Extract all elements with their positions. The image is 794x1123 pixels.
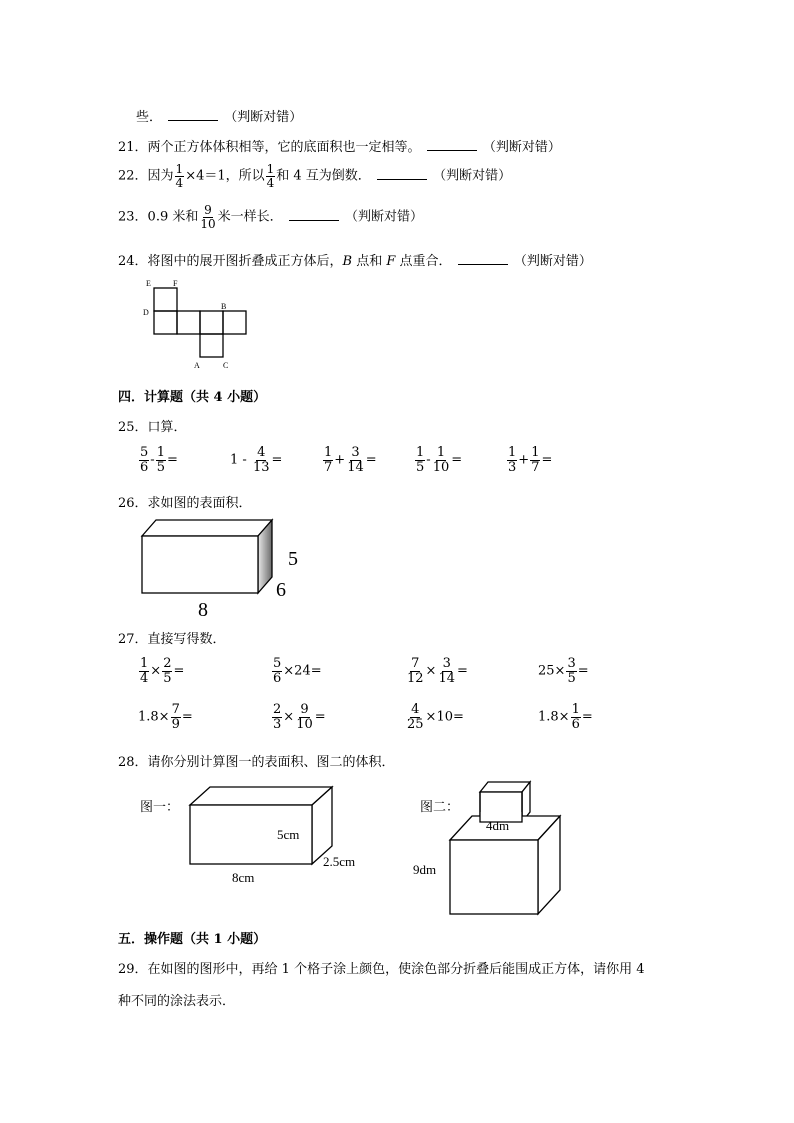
fraction — [272, 657, 282, 685]
fraction — [437, 657, 456, 685]
operator: + — [334, 452, 346, 468]
net-label-f: F — [173, 279, 178, 288]
fraction — [272, 703, 282, 731]
q23-post: 米一样长． — [217, 209, 283, 225]
prefix: 1 - — [230, 452, 247, 468]
fraction — [139, 446, 149, 474]
fig1-length: 8cm — [232, 870, 255, 885]
q26-box-figure — [130, 515, 310, 621]
net-label-e: E — [146, 279, 151, 288]
denominator: 10 — [296, 716, 313, 732]
fraction — [252, 446, 271, 474]
cube-net-figure — [140, 276, 252, 372]
q27-item-8 — [538, 703, 593, 731]
answer-blank[interactable] — [427, 138, 477, 151]
equals: = — [271, 452, 283, 468]
numerator: 1 — [324, 445, 333, 460]
numerator: 2 — [163, 656, 172, 671]
numerator: 3 — [567, 656, 576, 671]
dim-length: 8 — [198, 599, 208, 621]
denominator: 6 — [273, 670, 282, 686]
numerator: 5 — [140, 445, 149, 460]
equals: = — [581, 709, 593, 725]
net-square — [154, 288, 177, 311]
fig2-label: 图二： — [420, 800, 460, 815]
fraction — [156, 446, 166, 474]
question-22 — [118, 163, 511, 189]
q22-post: 和 4 互为倒数． — [276, 168, 371, 184]
q27-item-6 — [271, 703, 326, 731]
net-label-d: D — [143, 308, 149, 317]
denominator: 10 — [200, 216, 216, 231]
operator: × — [425, 663, 437, 679]
question-21 — [118, 136, 561, 155]
big-cube-front — [450, 840, 538, 914]
fraction — [571, 703, 581, 731]
judge-hint: （判断对错） — [344, 209, 423, 225]
net-square — [177, 311, 200, 334]
equals: = — [451, 452, 463, 468]
denominator: 7 — [531, 459, 540, 475]
q25-item-4 — [414, 446, 462, 474]
net-label-b: B — [221, 302, 227, 311]
denominator: 14 — [347, 459, 364, 475]
numerator: 3 — [442, 656, 451, 671]
operator: × — [283, 709, 295, 725]
section-4-heading: 四．计算题（共 4 小题） — [118, 390, 267, 405]
equals: = — [166, 452, 178, 468]
q25-item-2 — [230, 446, 282, 474]
suffix: ×24= — [283, 663, 322, 679]
q26-text: 26．求如图的表面积． — [118, 496, 252, 511]
q24-mid: 点和 — [352, 254, 387, 269]
operator: × — [150, 663, 162, 679]
answer-blank[interactable] — [458, 252, 508, 265]
numerator: 7 — [171, 702, 180, 717]
judge-hint: （判断对错） — [224, 110, 303, 125]
suffix: ×10= — [425, 709, 464, 725]
box-top-face — [142, 520, 272, 536]
fig1-label: 图一： — [140, 800, 180, 815]
fraction — [323, 446, 333, 474]
numerator: 1 — [531, 445, 540, 460]
question-23 — [118, 204, 423, 230]
q25-item-5 — [506, 446, 552, 474]
denominator: 7 — [324, 459, 333, 475]
equals: = — [577, 663, 589, 679]
fraction — [199, 204, 216, 230]
fraction — [175, 163, 185, 189]
q27-item-7 — [405, 703, 464, 731]
numerator: 1 — [508, 445, 517, 460]
equals: = — [541, 452, 553, 468]
numerator: 3 — [351, 445, 360, 460]
q27-text: 27．直接写得数． — [118, 632, 226, 647]
equals: = — [457, 663, 468, 679]
fraction — [415, 446, 425, 474]
q22-mid: ×4＝1，所以 — [185, 168, 265, 184]
denominator: 3 — [508, 459, 517, 475]
q25-item-3 — [322, 446, 377, 474]
answer-blank[interactable] — [289, 208, 339, 221]
fig2-big-dim: 9dm — [413, 862, 437, 877]
prefix: 1.8× — [138, 709, 170, 725]
denominator: 14 — [438, 670, 455, 686]
net-label-c: C — [223, 361, 229, 370]
operator: - — [426, 452, 431, 468]
net-label-a: A — [194, 361, 200, 370]
numerator: 1 — [156, 445, 165, 460]
operator: + — [518, 452, 530, 468]
q24-post: 点重合． — [395, 254, 452, 269]
fraction — [295, 703, 314, 731]
numerator: 1 — [140, 656, 149, 671]
denominator: 5 — [416, 459, 425, 475]
equals: = — [314, 709, 326, 725]
q25-item-1 — [138, 446, 178, 474]
numerator: 1 — [175, 162, 184, 176]
fig2-small-dim: 4dm — [486, 818, 510, 833]
equals: = — [173, 663, 185, 679]
fraction — [507, 446, 517, 474]
q20-text: 些． — [136, 110, 163, 125]
fig1-height: 5cm — [277, 827, 300, 842]
q29-line-2: 种不同的涂法表示． — [118, 994, 236, 1009]
fraction — [346, 446, 365, 474]
numerator: 4 — [411, 702, 420, 717]
numerator: 1 — [416, 445, 425, 460]
equals: = — [365, 452, 377, 468]
numerator: 9 — [204, 203, 212, 217]
fraction — [406, 657, 425, 685]
denominator: 6 — [571, 716, 580, 732]
equals: = — [181, 709, 193, 725]
operator: - — [150, 452, 155, 468]
denominator: 4 — [140, 670, 149, 686]
fraction — [406, 703, 425, 731]
fraction — [432, 446, 451, 474]
q27-item-1 — [138, 657, 184, 685]
answer-blank[interactable] — [377, 167, 427, 180]
denominator: 9 — [171, 716, 180, 732]
judge-hint: （判断对错） — [482, 140, 561, 155]
q28-text: 28．请你分别计算图一的表面积、图二的体积． — [118, 755, 395, 770]
denominator: 5 — [567, 670, 576, 686]
q23-pre: 23．0.9 米和 — [118, 209, 199, 225]
denominator: 5 — [156, 459, 165, 475]
q27-item-3 — [405, 657, 468, 685]
q27-item-2 — [271, 657, 322, 685]
net-square — [154, 311, 177, 334]
numerator: 1 — [436, 445, 446, 460]
q21-text: 21．两个正方体体积相等，它的底面积也一定相等。 — [118, 140, 421, 155]
question-24 — [118, 250, 592, 269]
denominator: 12 — [407, 670, 424, 686]
fraction — [566, 657, 576, 685]
denominator: 3 — [273, 716, 282, 732]
prefix: 25× — [538, 663, 566, 679]
denominator: 5 — [163, 670, 172, 686]
judge-hint: （判断对错） — [433, 168, 512, 184]
point-f: F — [386, 254, 396, 269]
fig1-top-face — [190, 787, 332, 805]
q29-line-1: 29．在如图的图形中，再给 1 个格子涂上颜色，使涂色部分折叠后能围成正方体，请你用 4 — [118, 962, 645, 977]
net-square — [200, 334, 223, 357]
fig1-width: 2.5cm — [323, 854, 356, 869]
numerator: 1 — [571, 702, 580, 717]
section-5-heading: 五．操作题（共 1 小题） — [118, 932, 267, 947]
denominator: 4 — [175, 175, 184, 190]
dim-height: 5 — [288, 548, 298, 570]
dim-width: 6 — [276, 579, 286, 601]
net-square — [200, 311, 223, 334]
point-b: B — [342, 254, 353, 269]
fraction — [139, 657, 149, 685]
net-square — [223, 311, 246, 334]
numerator: 4 — [257, 445, 266, 460]
numerator: 9 — [300, 702, 309, 717]
fraction — [171, 703, 181, 731]
q20-tail — [136, 106, 302, 125]
fig1-cuboid — [180, 784, 380, 894]
fig2-cubes — [408, 778, 578, 918]
fraction — [530, 446, 540, 474]
denominator: 6 — [140, 459, 149, 475]
denominator: 13 — [252, 459, 270, 475]
judge-hint: （判断对错） — [513, 254, 592, 269]
prefix: 1.8× — [538, 709, 570, 725]
answer-blank[interactable] — [168, 108, 218, 121]
denominator: 25 — [407, 716, 424, 732]
numerator: 7 — [411, 656, 420, 671]
fraction — [162, 657, 172, 685]
q27-item-5 — [138, 703, 193, 731]
fraction — [266, 163, 276, 189]
box-front-face — [142, 536, 258, 593]
q24-pre: 24．将图中的展开图折叠成正方体后， — [118, 254, 343, 269]
numerator: 5 — [273, 656, 282, 671]
numerator: 1 — [266, 162, 275, 176]
numerator: 2 — [273, 702, 282, 717]
q25-text: 25．口算． — [118, 420, 187, 435]
denominator: 4 — [266, 175, 275, 190]
q27-item-4 — [538, 657, 589, 685]
denominator: 10 — [432, 459, 450, 475]
q22-pre: 22．因为 — [118, 168, 174, 184]
